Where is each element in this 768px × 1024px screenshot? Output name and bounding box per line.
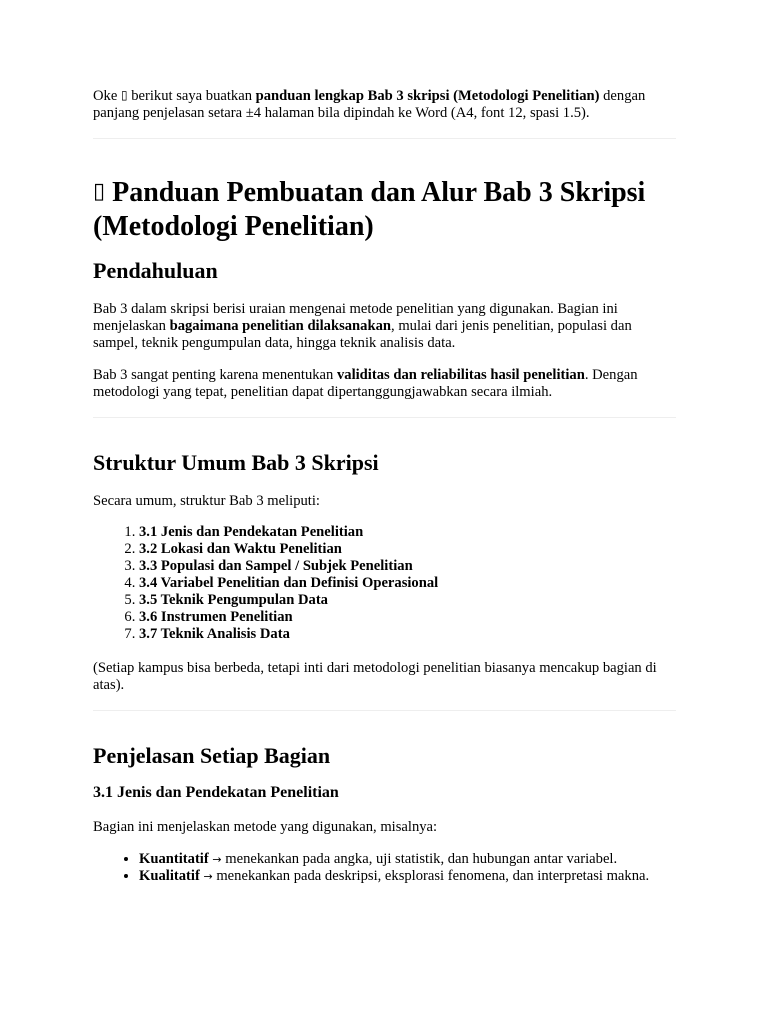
intro-text: dengan panjang penjelasan setara ±4 halaman bila dipindah ke Word (A4, font 12, spasi 1.5).	[93, 88, 646, 121]
list-item	[139, 626, 676, 643]
list-item-text: 3.5 Teknik Pengumpulan Data	[139, 592, 328, 608]
section-heading-pendahuluan: Pendahuluan	[93, 258, 218, 283]
term-kualitatif: Kualitatif	[139, 868, 200, 884]
section-heading-penjelasan: Penjelasan Setiap Bagian	[93, 743, 331, 768]
penjelasan-lead: Bagian ini menjelaskan metode yang digunakan, misalnya:	[93, 819, 438, 835]
struktur-lead: Secara umum, struktur Bab 3 meliputi:	[93, 493, 320, 509]
term-kuantitatif: Kuantitatif	[139, 851, 209, 867]
text: . Dengan metodologi yang tepat, penelitian dapat dipertanggungjawabkan secara ilmiah.	[93, 367, 638, 400]
arrow-right-icon: →	[212, 853, 222, 866]
intro-paragraph	[93, 87, 676, 122]
term-description: menekankan pada angka, uji statistik, dan hubungan antar variabel.	[221, 851, 618, 867]
pendahuluan-paragraph-2	[93, 367, 676, 401]
list-item	[139, 524, 676, 541]
document-content	[93, 87, 676, 885]
divider	[93, 710, 676, 711]
intro-bold: panduan lengkap Bab 3 skripsi (Metodologi Penelitian)	[255, 88, 600, 104]
arrow-right-icon: →	[203, 870, 213, 883]
pendahuluan-paragraph-1	[93, 301, 676, 352]
intro-text: Oke	[93, 88, 121, 104]
missing-glyph-icon: ▯	[93, 179, 106, 204]
missing-glyph-icon: ▯	[120, 88, 128, 102]
list-item	[139, 851, 676, 868]
pendekatan-list	[93, 851, 676, 885]
list-item-text: 3.1 Jenis dan Pendekatan Penelitian	[139, 524, 364, 540]
divider	[93, 138, 676, 139]
list-item	[139, 558, 676, 575]
divider	[93, 417, 676, 418]
list-item	[139, 609, 676, 626]
list-item-text: 3.2 Lokasi dan Waktu Penelitian	[139, 541, 342, 557]
term-description: menekankan pada deskripsi, eksplorasi fenomena, dan interpretasi makna.	[212, 868, 650, 884]
list-item	[139, 868, 676, 885]
page-title-text: Panduan Pembuatan dan Alur Bab 3 Skripsi (Metodologi Penelitian)	[93, 177, 646, 242]
list-item-text: 3.6 Instrumen Penelitian	[139, 609, 293, 625]
subsection-heading-3-1: 3.1 Jenis dan Pendekatan Penelitian	[93, 784, 339, 801]
page-title	[93, 175, 676, 244]
bold-text: bagaimana penelitian dilaksanakan	[169, 318, 392, 334]
intro-text: berikut saya buatkan	[127, 88, 256, 104]
list-item	[139, 592, 676, 609]
struktur-list	[93, 524, 676, 643]
list-item-text: 3.7 Teknik Analisis Data	[139, 626, 290, 642]
list-item	[139, 575, 676, 592]
text: Bab 3 sangat penting karena menentukan	[93, 367, 337, 383]
list-item-text: 3.3 Populasi dan Sampel / Subjek Penelitian	[139, 558, 413, 574]
section-heading-struktur: Struktur Umum Bab 3 Skripsi	[93, 450, 379, 475]
text: Bab 3 dalam skripsi berisi uraian mengenai metode penelitian yang digunakan. Bagian ini menjelaskan	[93, 301, 618, 334]
list-item-text: 3.4 Variabel Penelitian dan Definisi Operasional	[139, 575, 439, 591]
text: , mulai dari jenis penelitian, populasi dan sampel, teknik pengumpulan data, hingga teknik analisis data.	[93, 318, 632, 351]
list-item	[139, 541, 676, 558]
bold-text: validitas dan reliabilitas hasil penelitian	[336, 367, 585, 383]
struktur-note: (Setiap kampus bisa berbeda, tetapi inti dari metodologi penelitian biasanya mencakup bagian di atas).	[93, 660, 657, 693]
